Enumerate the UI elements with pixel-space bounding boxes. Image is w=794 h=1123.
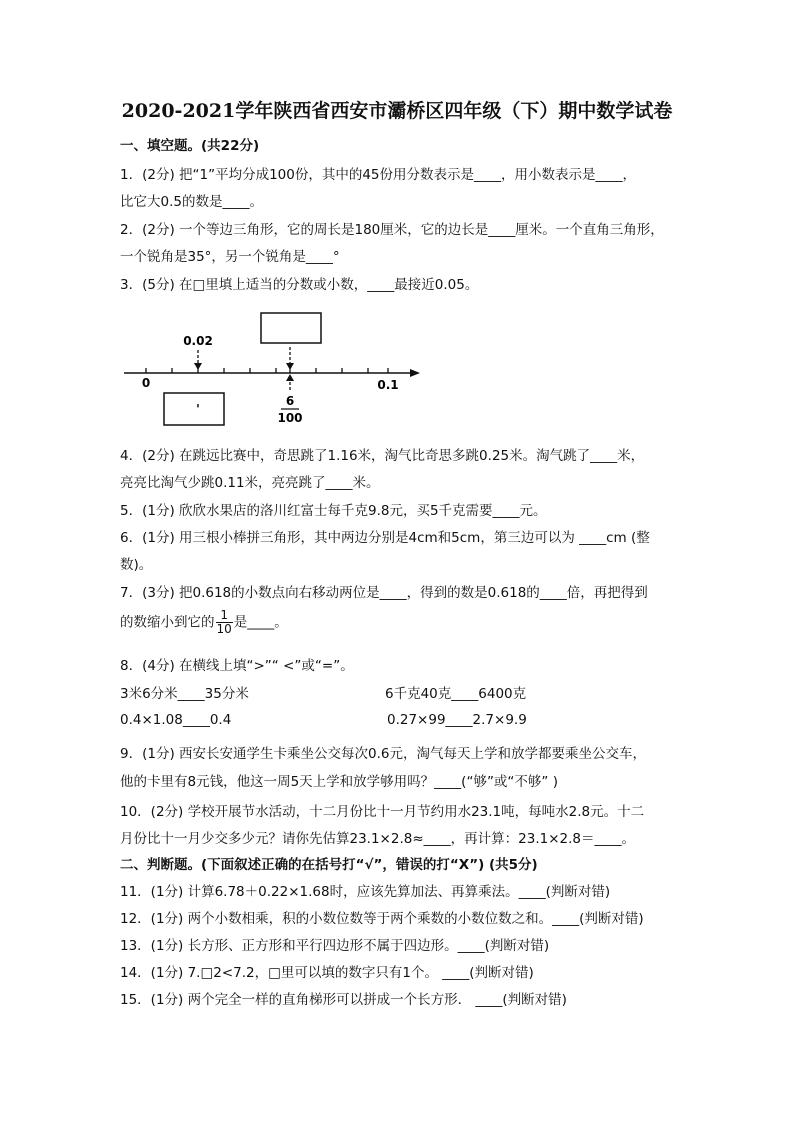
box-mark: ' — [196, 402, 200, 416]
question-2-line-2: 一个锐角是35°，另一个锐角是____° — [120, 249, 340, 265]
answer-box-bottom — [164, 393, 224, 425]
question-6-line-2: 数)。 — [120, 557, 153, 573]
question-14: 14．(1分) 7.□2<7.2，□里可以填的数字只有1个。 ____(判断对错) — [120, 965, 534, 981]
page-title: 2020-2021学年陕西省西安市灞桥区四年级（下）期中数学试卷 — [121, 100, 673, 122]
section-heading-fill-blank: 一、填空题。(共22分) — [120, 138, 260, 154]
section-heading-judgement: 二、判断题。(下面叙述正确的在括号打“√”，错误的打“X”) (共5分) — [120, 857, 538, 873]
number-line-figure — [118, 305, 428, 430]
question-11: 11．(1分) 计算6.78＋0.22×1.68时，应该先算加法、再算乘法。____(判断对错) — [120, 884, 611, 900]
question-7-line-1: 7．(3分) 把0.618的小数点向右移动两位是____，得到的数是0.618的____倍，再把得到 — [120, 585, 648, 601]
q7-text-before: 的数缩小到它的 — [120, 614, 215, 631]
q7-fraction — [216, 609, 233, 636]
answer-box-top — [261, 313, 321, 343]
q8-row1-left: 3米6分米____35分米 — [120, 686, 249, 702]
question-6-line-1: 6．(1分) 用三根小棒拼三角形，其中两边分别是4cm和5cm，第三边可以为 ____cm (整 — [120, 530, 650, 546]
q8-row1-right: 6千克40克____6400克 — [385, 686, 527, 702]
question-8: 8．(4分) 在横线上填“>”“ <”或“=”。 — [120, 658, 354, 674]
question-7-line-2 — [120, 609, 288, 636]
label-0-1: 0.1 — [377, 378, 399, 392]
frac-numerator: 6 — [285, 394, 295, 408]
arrow-frac-head — [286, 374, 294, 381]
axis-arrow-head — [410, 369, 420, 377]
label-0-02: 0.02 — [183, 334, 213, 348]
q8-row2-left: 0.4×1.08____0.4 — [120, 712, 232, 728]
question-15: 15．(1分) 两个完全一样的直角梯形可以拼成一个长方形． ____(判断对错) — [120, 992, 567, 1008]
question-10-line-1: 10．(2分) 学校开展节水活动，十二月份比十一月节约用水23.1吨，每吨水2.8元。十二 — [120, 804, 645, 820]
q8-row2-right: 0.27×99____2.7×9.9 — [387, 712, 527, 728]
question-2-line-1: 2．(2分) 一个等边三角形，它的周长是180厘米，它的边长是____厘米。一个直角三角形， — [120, 222, 664, 238]
frac-denominator: 100 — [277, 411, 303, 425]
question-4-line-2: 亮亮比淘气少跳0.11米，亮亮跳了____米。 — [120, 475, 380, 491]
label-0: 0 — [141, 376, 151, 390]
question-3: 3．(5分) 在□里填上适当的分数或小数，____最接近0.05。 — [120, 277, 479, 293]
question-1-line-2: 比它大0.5的数是____。 — [120, 194, 263, 210]
question-5: 5．(1分) 欣欣水果店的洛川红富士每千克9.8元，买5千克需要____元。 — [120, 503, 547, 519]
q7-text-after: 是____。 — [233, 614, 288, 631]
question-1-line-1: 1．(2分) 把“1”平均分成100份，其中的45份用分数表示是____，用小数表示是____， — [120, 167, 637, 183]
q7-frac-num: 1 — [216, 609, 233, 623]
question-13: 13．(1分) 长方形、正方形和平行四边形不属于四边形。____(判断对错) — [120, 938, 550, 954]
question-10-line-2: 月份比十一月少交多少元？请你先估算23.1×2.8≈____，再计算：23.1×2.8＝____。 — [120, 831, 635, 847]
q7-frac-den: 10 — [216, 622, 232, 636]
question-9-line-2: 他的卡里有8元钱，他这一周5天上学和放学够用吗？____(“够”或“不够” ) — [120, 774, 558, 790]
question-9-line-1: 9．(1分) 西安长安通学生卡乘坐公交每次0.6元，淘气每天上学和放学都要乘坐公交车， — [120, 746, 646, 762]
question-4-line-1: 4．(2分) 在跳远比赛中，奇思跳了1.16米，淘气比奇思多跳0.25米。淘气跳了____米， — [120, 448, 645, 464]
question-12: 12．(1分) 两个小数相乘，积的小数位数等于两个乘数的小数位数之和。____(判断对错) — [120, 911, 644, 927]
